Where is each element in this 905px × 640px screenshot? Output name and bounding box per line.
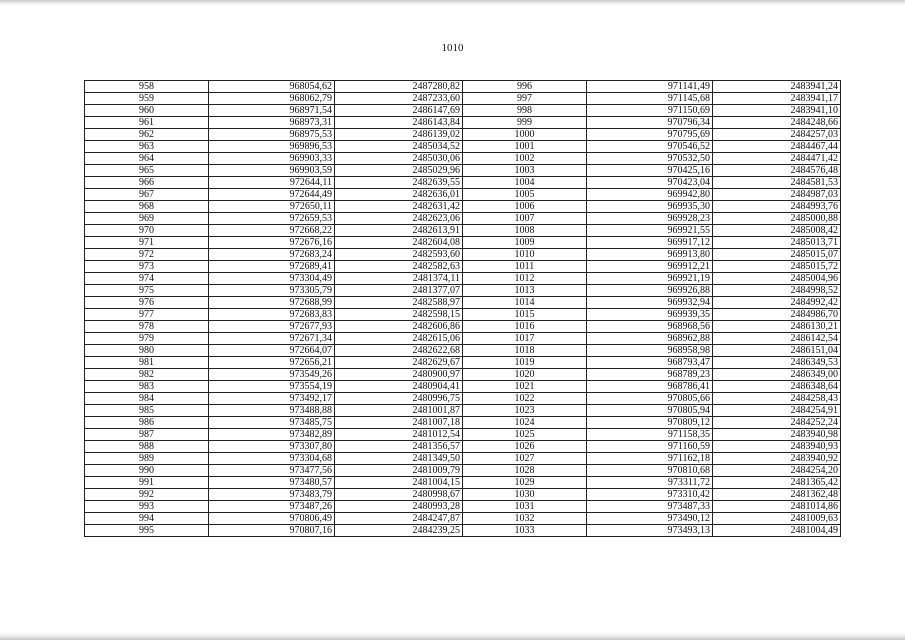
left-point-number-cell: 988 (85, 441, 209, 453)
left-y-coordinate-cell: 2482622,68 (335, 345, 463, 357)
right-y-coordinate-cell: 2484252,24 (713, 417, 841, 429)
left-x-coordinate-cell: 970806,49 (209, 513, 335, 525)
left-y-coordinate-cell: 2486143,84 (335, 117, 463, 129)
right-point-number-cell: 1008 (463, 225, 587, 237)
table-row (85, 225, 841, 237)
left-point-number-cell: 990 (85, 465, 209, 477)
right-x-coordinate-cell: 970425,16 (587, 165, 713, 177)
left-point-number-cell: 974 (85, 273, 209, 285)
left-y-coordinate-cell: 2485029,96 (335, 165, 463, 177)
right-y-coordinate-cell: 2484257,03 (713, 129, 841, 141)
right-point-number-cell: 1007 (463, 213, 587, 225)
right-point-number-cell: 1004 (463, 177, 587, 189)
right-point-number-cell: 1011 (463, 261, 587, 273)
right-x-coordinate-cell: 969913,80 (587, 249, 713, 261)
left-y-coordinate-cell: 2482598,15 (335, 309, 463, 321)
right-point-number-cell: 1010 (463, 249, 587, 261)
left-x-coordinate-cell: 972688,99 (209, 297, 335, 309)
left-point-number-cell: 967 (85, 189, 209, 201)
left-point-number-cell: 968 (85, 201, 209, 213)
table-row (85, 441, 841, 453)
right-y-coordinate-cell: 2484992,42 (713, 297, 841, 309)
right-y-coordinate-cell: 2486348,64 (713, 381, 841, 393)
right-x-coordinate-cell: 970796,34 (587, 117, 713, 129)
table-row (85, 417, 841, 429)
right-point-number-cell: 1030 (463, 489, 587, 501)
right-y-coordinate-cell: 2486142,54 (713, 333, 841, 345)
right-x-coordinate-cell: 968958,98 (587, 345, 713, 357)
left-x-coordinate-cell: 973304,49 (209, 273, 335, 285)
table-row (85, 309, 841, 321)
right-x-coordinate-cell: 970810,68 (587, 465, 713, 477)
right-x-coordinate-cell: 970532,50 (587, 153, 713, 165)
right-point-number-cell: 1014 (463, 297, 587, 309)
table-row (85, 189, 841, 201)
left-y-coordinate-cell: 2481377,07 (335, 285, 463, 297)
table-row (85, 129, 841, 141)
left-y-coordinate-cell: 2482631,42 (335, 201, 463, 213)
right-y-coordinate-cell: 2484254,20 (713, 465, 841, 477)
left-y-coordinate-cell: 2484247,87 (335, 513, 463, 525)
right-y-coordinate-cell: 2484987,03 (713, 189, 841, 201)
right-point-number-cell: 1002 (463, 153, 587, 165)
right-y-coordinate-cell: 2485015,07 (713, 249, 841, 261)
right-y-coordinate-cell: 2481009,63 (713, 513, 841, 525)
right-x-coordinate-cell: 969917,12 (587, 237, 713, 249)
table-row (85, 465, 841, 477)
left-point-number-cell: 960 (85, 105, 209, 117)
left-y-coordinate-cell: 2482615,06 (335, 333, 463, 345)
left-point-number-cell: 977 (85, 309, 209, 321)
right-y-coordinate-cell: 2484576,48 (713, 165, 841, 177)
right-x-coordinate-cell: 969921,19 (587, 273, 713, 285)
right-x-coordinate-cell: 969912,21 (587, 261, 713, 273)
left-y-coordinate-cell: 2482604,08 (335, 237, 463, 249)
left-y-coordinate-cell: 2481004,15 (335, 477, 463, 489)
table-row (85, 321, 841, 333)
left-x-coordinate-cell: 973482,89 (209, 429, 335, 441)
page-number: 1010 (441, 42, 464, 54)
left-x-coordinate-cell: 972689,41 (209, 261, 335, 273)
left-point-number-cell: 975 (85, 285, 209, 297)
left-y-coordinate-cell: 2480900,97 (335, 369, 463, 381)
table-row (85, 525, 841, 537)
left-point-number-cell: 959 (85, 93, 209, 105)
left-point-number-cell: 992 (85, 489, 209, 501)
right-y-coordinate-cell: 2486349,00 (713, 369, 841, 381)
coordinates-table-body (85, 81, 841, 537)
left-point-number-cell: 991 (85, 477, 209, 489)
left-x-coordinate-cell: 973485,75 (209, 417, 335, 429)
table-row (85, 213, 841, 225)
right-point-number-cell: 1024 (463, 417, 587, 429)
right-point-number-cell: 1028 (463, 465, 587, 477)
left-y-coordinate-cell: 2482582,63 (335, 261, 463, 273)
table-row (85, 369, 841, 381)
right-point-number-cell: 1013 (463, 285, 587, 297)
table-row (85, 405, 841, 417)
left-point-number-cell: 994 (85, 513, 209, 525)
left-y-coordinate-cell: 2486139,02 (335, 129, 463, 141)
right-point-number-cell: 1017 (463, 333, 587, 345)
left-point-number-cell: 980 (85, 345, 209, 357)
left-point-number-cell: 958 (85, 81, 209, 93)
left-y-coordinate-cell: 2482636,01 (335, 189, 463, 201)
right-point-number-cell: 1015 (463, 309, 587, 321)
left-x-coordinate-cell: 973477,56 (209, 465, 335, 477)
right-x-coordinate-cell: 970546,52 (587, 141, 713, 153)
right-y-coordinate-cell: 2483940,92 (713, 453, 841, 465)
coordinates-table (84, 80, 841, 537)
table-row (85, 285, 841, 297)
left-y-coordinate-cell: 2485034,52 (335, 141, 463, 153)
left-point-number-cell: 989 (85, 453, 209, 465)
right-x-coordinate-cell: 971160,59 (587, 441, 713, 453)
right-x-coordinate-cell: 971145,68 (587, 93, 713, 105)
right-y-coordinate-cell: 2486130,21 (713, 321, 841, 333)
right-point-number-cell: 1016 (463, 321, 587, 333)
right-x-coordinate-cell: 971162,18 (587, 453, 713, 465)
left-y-coordinate-cell: 2481009,79 (335, 465, 463, 477)
left-x-coordinate-cell: 969896,53 (209, 141, 335, 153)
left-y-coordinate-cell: 2482613,91 (335, 225, 463, 237)
table-row (85, 105, 841, 117)
left-point-number-cell: 995 (85, 525, 209, 537)
right-x-coordinate-cell: 968793,47 (587, 357, 713, 369)
left-point-number-cell: 985 (85, 405, 209, 417)
left-point-number-cell: 982 (85, 369, 209, 381)
left-x-coordinate-cell: 973554,19 (209, 381, 335, 393)
left-point-number-cell: 971 (85, 237, 209, 249)
right-y-coordinate-cell: 2483941,10 (713, 105, 841, 117)
left-y-coordinate-cell: 2481374,11 (335, 273, 463, 285)
right-point-number-cell: 997 (463, 93, 587, 105)
right-x-coordinate-cell: 973310,42 (587, 489, 713, 501)
left-x-coordinate-cell: 973492,17 (209, 393, 335, 405)
right-point-number-cell: 999 (463, 117, 587, 129)
right-point-number-cell: 1027 (463, 453, 587, 465)
right-point-number-cell: 1033 (463, 525, 587, 537)
right-y-coordinate-cell: 2481362,48 (713, 489, 841, 501)
left-x-coordinate-cell: 968054,62 (209, 81, 335, 93)
right-point-number-cell: 1029 (463, 477, 587, 489)
left-point-number-cell: 970 (85, 225, 209, 237)
left-y-coordinate-cell: 2481001,87 (335, 405, 463, 417)
table-row (85, 249, 841, 261)
right-point-number-cell: 1005 (463, 189, 587, 201)
right-point-number-cell: 1025 (463, 429, 587, 441)
table-row (85, 357, 841, 369)
left-y-coordinate-cell: 2484239,25 (335, 525, 463, 537)
right-y-coordinate-cell: 2485013,71 (713, 237, 841, 249)
left-y-coordinate-cell: 2485030,06 (335, 153, 463, 165)
left-x-coordinate-cell: 972677,93 (209, 321, 335, 333)
right-point-number-cell: 1001 (463, 141, 587, 153)
left-point-number-cell: 964 (85, 153, 209, 165)
right-y-coordinate-cell: 2484993,76 (713, 201, 841, 213)
right-x-coordinate-cell: 970805,66 (587, 393, 713, 405)
right-x-coordinate-cell: 968786,41 (587, 381, 713, 393)
right-point-number-cell: 1012 (463, 273, 587, 285)
left-point-number-cell: 981 (85, 357, 209, 369)
right-y-coordinate-cell: 2481014,86 (713, 501, 841, 513)
left-point-number-cell: 965 (85, 165, 209, 177)
table-row (85, 141, 841, 153)
left-x-coordinate-cell: 972668,22 (209, 225, 335, 237)
right-point-number-cell: 1000 (463, 129, 587, 141)
right-point-number-cell: 1031 (463, 501, 587, 513)
left-x-coordinate-cell: 973305,79 (209, 285, 335, 297)
left-x-coordinate-cell: 972644,49 (209, 189, 335, 201)
left-point-number-cell: 978 (85, 321, 209, 333)
right-x-coordinate-cell: 969939,35 (587, 309, 713, 321)
right-point-number-cell: 1003 (463, 165, 587, 177)
left-y-coordinate-cell: 2487233,60 (335, 93, 463, 105)
left-x-coordinate-cell: 973304,68 (209, 453, 335, 465)
table-row (85, 261, 841, 273)
right-point-number-cell: 998 (463, 105, 587, 117)
right-point-number-cell: 1023 (463, 405, 587, 417)
table-row (85, 165, 841, 177)
right-x-coordinate-cell: 970423,04 (587, 177, 713, 189)
left-x-coordinate-cell: 969903,59 (209, 165, 335, 177)
right-y-coordinate-cell: 2484258,43 (713, 393, 841, 405)
table-row (85, 153, 841, 165)
right-y-coordinate-cell: 2484471,42 (713, 153, 841, 165)
left-point-number-cell: 969 (85, 213, 209, 225)
left-x-coordinate-cell: 972671,34 (209, 333, 335, 345)
table-row (85, 429, 841, 441)
right-y-coordinate-cell: 2481004,49 (713, 525, 841, 537)
left-x-coordinate-cell: 972650,11 (209, 201, 335, 213)
right-point-number-cell: 996 (463, 81, 587, 93)
left-y-coordinate-cell: 2482593,60 (335, 249, 463, 261)
left-x-coordinate-cell: 973549,26 (209, 369, 335, 381)
right-point-number-cell: 1006 (463, 201, 587, 213)
right-point-number-cell: 1019 (463, 357, 587, 369)
left-point-number-cell: 962 (85, 129, 209, 141)
right-y-coordinate-cell: 2486151,04 (713, 345, 841, 357)
left-x-coordinate-cell: 968062,79 (209, 93, 335, 105)
right-x-coordinate-cell: 970809,12 (587, 417, 713, 429)
left-x-coordinate-cell: 972664,07 (209, 345, 335, 357)
right-x-coordinate-cell: 971141,49 (587, 81, 713, 93)
right-x-coordinate-cell: 971158,35 (587, 429, 713, 441)
table-row (85, 297, 841, 309)
right-point-number-cell: 1018 (463, 345, 587, 357)
right-y-coordinate-cell: 2483941,17 (713, 93, 841, 105)
left-x-coordinate-cell: 973487,26 (209, 501, 335, 513)
right-x-coordinate-cell: 968968,56 (587, 321, 713, 333)
table-row (85, 513, 841, 525)
right-y-coordinate-cell: 2484581,53 (713, 177, 841, 189)
left-point-number-cell: 986 (85, 417, 209, 429)
table-row (85, 345, 841, 357)
right-x-coordinate-cell: 973487,33 (587, 501, 713, 513)
left-y-coordinate-cell: 2482623,06 (335, 213, 463, 225)
right-y-coordinate-cell: 2481365,42 (713, 477, 841, 489)
right-point-number-cell: 1032 (463, 513, 587, 525)
left-x-coordinate-cell: 969903,33 (209, 153, 335, 165)
table-row (85, 177, 841, 189)
left-point-number-cell: 972 (85, 249, 209, 261)
left-x-coordinate-cell: 972644,11 (209, 177, 335, 189)
table-row (85, 477, 841, 489)
right-y-coordinate-cell: 2485000,88 (713, 213, 841, 225)
left-y-coordinate-cell: 2482639,55 (335, 177, 463, 189)
right-x-coordinate-cell: 969926,88 (587, 285, 713, 297)
table-row (85, 501, 841, 513)
left-point-number-cell: 987 (85, 429, 209, 441)
table-row (85, 273, 841, 285)
scan-edge-bottom (0, 632, 905, 640)
right-x-coordinate-cell: 970795,69 (587, 129, 713, 141)
left-x-coordinate-cell: 973483,79 (209, 489, 335, 501)
table-row (85, 201, 841, 213)
left-y-coordinate-cell: 2482606,86 (335, 321, 463, 333)
right-point-number-cell: 1009 (463, 237, 587, 249)
left-point-number-cell: 966 (85, 177, 209, 189)
right-point-number-cell: 1020 (463, 369, 587, 381)
left-x-coordinate-cell: 973480,57 (209, 477, 335, 489)
left-x-coordinate-cell: 968975,53 (209, 129, 335, 141)
left-y-coordinate-cell: 2482588,97 (335, 297, 463, 309)
right-y-coordinate-cell: 2484248,66 (713, 117, 841, 129)
right-point-number-cell: 1021 (463, 381, 587, 393)
left-y-coordinate-cell: 2482629,67 (335, 357, 463, 369)
right-y-coordinate-cell: 2484986,70 (713, 309, 841, 321)
left-x-coordinate-cell: 970807,16 (209, 525, 335, 537)
right-y-coordinate-cell: 2484998,52 (713, 285, 841, 297)
right-y-coordinate-cell: 2483940,93 (713, 441, 841, 453)
right-x-coordinate-cell: 970805,94 (587, 405, 713, 417)
left-y-coordinate-cell: 2481012,54 (335, 429, 463, 441)
table-row (85, 453, 841, 465)
right-y-coordinate-cell: 2484467,44 (713, 141, 841, 153)
left-y-coordinate-cell: 2486147,69 (335, 105, 463, 117)
left-y-coordinate-cell: 2480996,75 (335, 393, 463, 405)
left-point-number-cell: 993 (85, 501, 209, 513)
table-row (85, 81, 841, 93)
right-x-coordinate-cell: 969928,23 (587, 213, 713, 225)
right-x-coordinate-cell: 969935,30 (587, 201, 713, 213)
right-y-coordinate-cell: 2486349,53 (713, 357, 841, 369)
left-x-coordinate-cell: 972683,83 (209, 309, 335, 321)
left-x-coordinate-cell: 973488,88 (209, 405, 335, 417)
table-row (85, 381, 841, 393)
right-x-coordinate-cell: 971150,69 (587, 105, 713, 117)
left-x-coordinate-cell: 972656,21 (209, 357, 335, 369)
right-x-coordinate-cell: 969942,80 (587, 189, 713, 201)
left-point-number-cell: 973 (85, 261, 209, 273)
right-y-coordinate-cell: 2485015,72 (713, 261, 841, 273)
table-row (85, 93, 841, 105)
table-row (85, 237, 841, 249)
left-point-number-cell: 979 (85, 333, 209, 345)
left-x-coordinate-cell: 968973,31 (209, 117, 335, 129)
left-point-number-cell: 963 (85, 141, 209, 153)
table-row (85, 489, 841, 501)
right-x-coordinate-cell: 973493,13 (587, 525, 713, 537)
left-y-coordinate-cell: 2481356,57 (335, 441, 463, 453)
right-x-coordinate-cell: 969932,94 (587, 297, 713, 309)
left-y-coordinate-cell: 2487280,82 (335, 81, 463, 93)
scan-edge-top (0, 0, 905, 6)
right-x-coordinate-cell: 969921,55 (587, 225, 713, 237)
right-x-coordinate-cell: 973490,12 (587, 513, 713, 525)
right-point-number-cell: 1026 (463, 441, 587, 453)
table-row (85, 117, 841, 129)
right-x-coordinate-cell: 968962,88 (587, 333, 713, 345)
left-point-number-cell: 984 (85, 393, 209, 405)
left-x-coordinate-cell: 973307,80 (209, 441, 335, 453)
left-y-coordinate-cell: 2480993,28 (335, 501, 463, 513)
right-y-coordinate-cell: 2483940,98 (713, 429, 841, 441)
left-x-coordinate-cell: 972659,53 (209, 213, 335, 225)
left-point-number-cell: 976 (85, 297, 209, 309)
right-y-coordinate-cell: 2484254,91 (713, 405, 841, 417)
left-y-coordinate-cell: 2481349,50 (335, 453, 463, 465)
table-row (85, 393, 841, 405)
right-y-coordinate-cell: 2485004,96 (713, 273, 841, 285)
left-y-coordinate-cell: 2480904,41 (335, 381, 463, 393)
left-x-coordinate-cell: 972683,24 (209, 249, 335, 261)
left-x-coordinate-cell: 972676,16 (209, 237, 335, 249)
right-x-coordinate-cell: 973311,72 (587, 477, 713, 489)
right-x-coordinate-cell: 968789,23 (587, 369, 713, 381)
right-point-number-cell: 1022 (463, 393, 587, 405)
table-row (85, 333, 841, 345)
right-y-coordinate-cell: 2485008,42 (713, 225, 841, 237)
left-x-coordinate-cell: 968971,54 (209, 105, 335, 117)
left-point-number-cell: 961 (85, 117, 209, 129)
right-y-coordinate-cell: 2483941,24 (713, 81, 841, 93)
left-point-number-cell: 983 (85, 381, 209, 393)
left-y-coordinate-cell: 2480998,67 (335, 489, 463, 501)
left-y-coordinate-cell: 2481007,18 (335, 417, 463, 429)
